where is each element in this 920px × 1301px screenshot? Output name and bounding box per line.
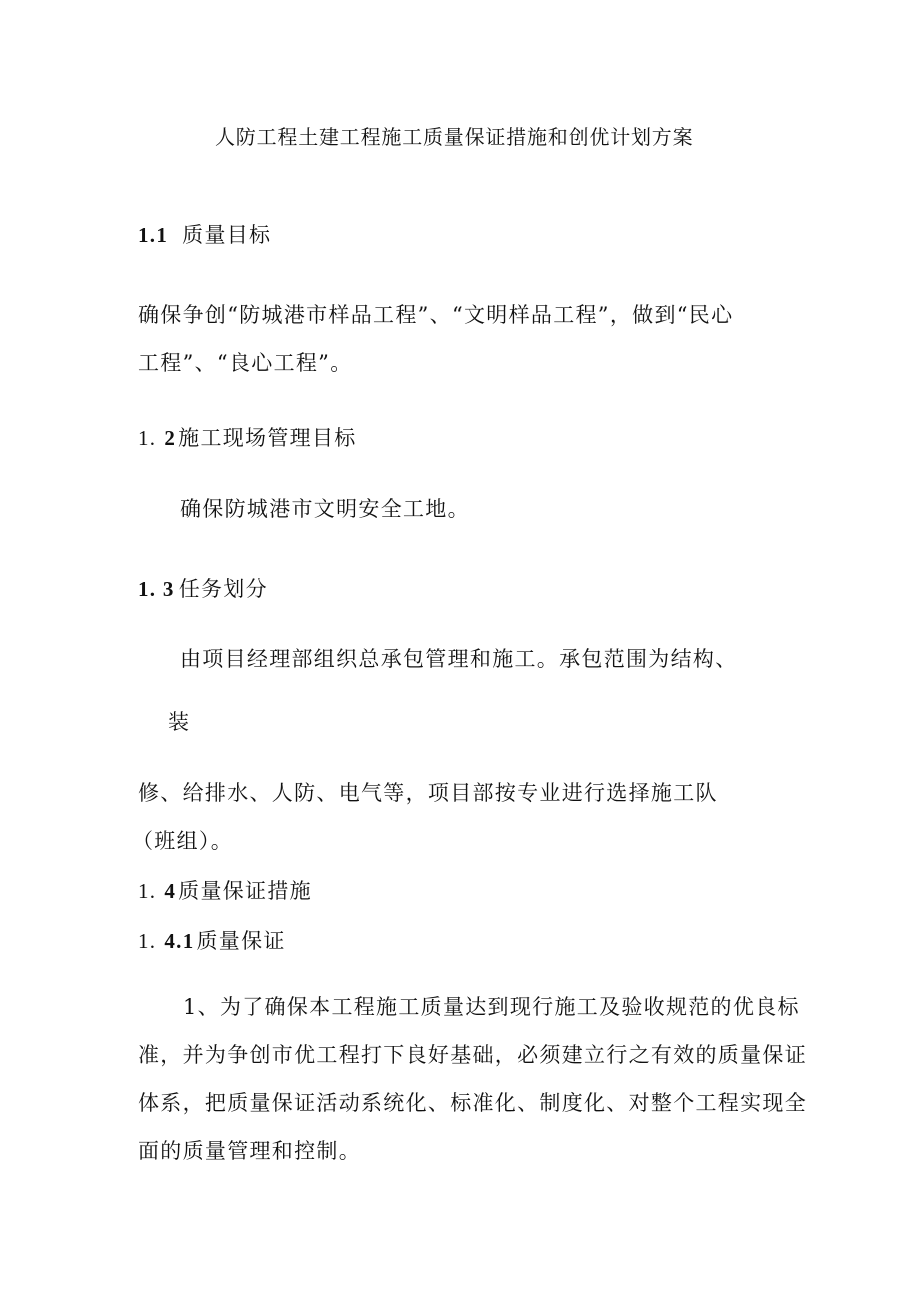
section-number-prefix: 1. [138, 879, 157, 903]
section-title: 任务划分 [178, 577, 268, 601]
section-title: 质量目标 [182, 223, 272, 247]
section-number: 1.1 [138, 223, 169, 247]
paragraph-line: 确保防城港市文明安全工地。 [180, 497, 470, 521]
paragraph-line: 由项目经理部组织总承包管理和施工。承包范围为结构、 [180, 647, 738, 671]
paragraph-line: 1、为了确保本工程施工质量达到现行施工及验收规范的优良标 [183, 995, 800, 1019]
paragraph-line: 确保争创“防城港市样品工程”、“文明样品工程”，做到“民心 [138, 303, 734, 327]
section-number: 2 [164, 426, 177, 450]
section-number: 1. 3 [138, 577, 175, 601]
paragraph-line: 面的质量管理和控制。 [138, 1139, 361, 1163]
section-title: 质量保证 [196, 929, 286, 953]
document-title: 人防工程土建工程施工质量保证措施和创优计划方案 [215, 125, 694, 149]
section-1-2-heading [138, 423, 357, 453]
section-number-prefix: 1. [138, 426, 157, 450]
paragraph-line: 装 [168, 710, 191, 734]
paragraph-line: 体系，把质量保证活动系统化、标准化、制度化、对整个工程实现全 [138, 1091, 807, 1115]
section-number: 4 [164, 879, 177, 903]
section-1-3-heading [138, 574, 268, 604]
section-1-1-heading [138, 220, 271, 250]
paragraph-line: （班组）。 [132, 829, 233, 853]
paragraph-line: 工程”、“良心工程”。 [138, 351, 353, 375]
section-title: 质量保证措施 [178, 879, 312, 903]
section-title: 施工现场管理目标 [178, 426, 357, 450]
paragraph-line: 准，并为争创市优工程打下良好基础，必须建立行之有效的质量保证 [138, 1043, 807, 1067]
paragraph-line: 修、给排水、人防、电气等，项目部按专业进行选择施工队 [138, 781, 718, 805]
section-1-4-1-heading [138, 926, 286, 956]
section-number-prefix: 1. [138, 929, 157, 953]
section-1-4-heading [138, 876, 312, 906]
section-number: 4.1 [164, 929, 195, 953]
